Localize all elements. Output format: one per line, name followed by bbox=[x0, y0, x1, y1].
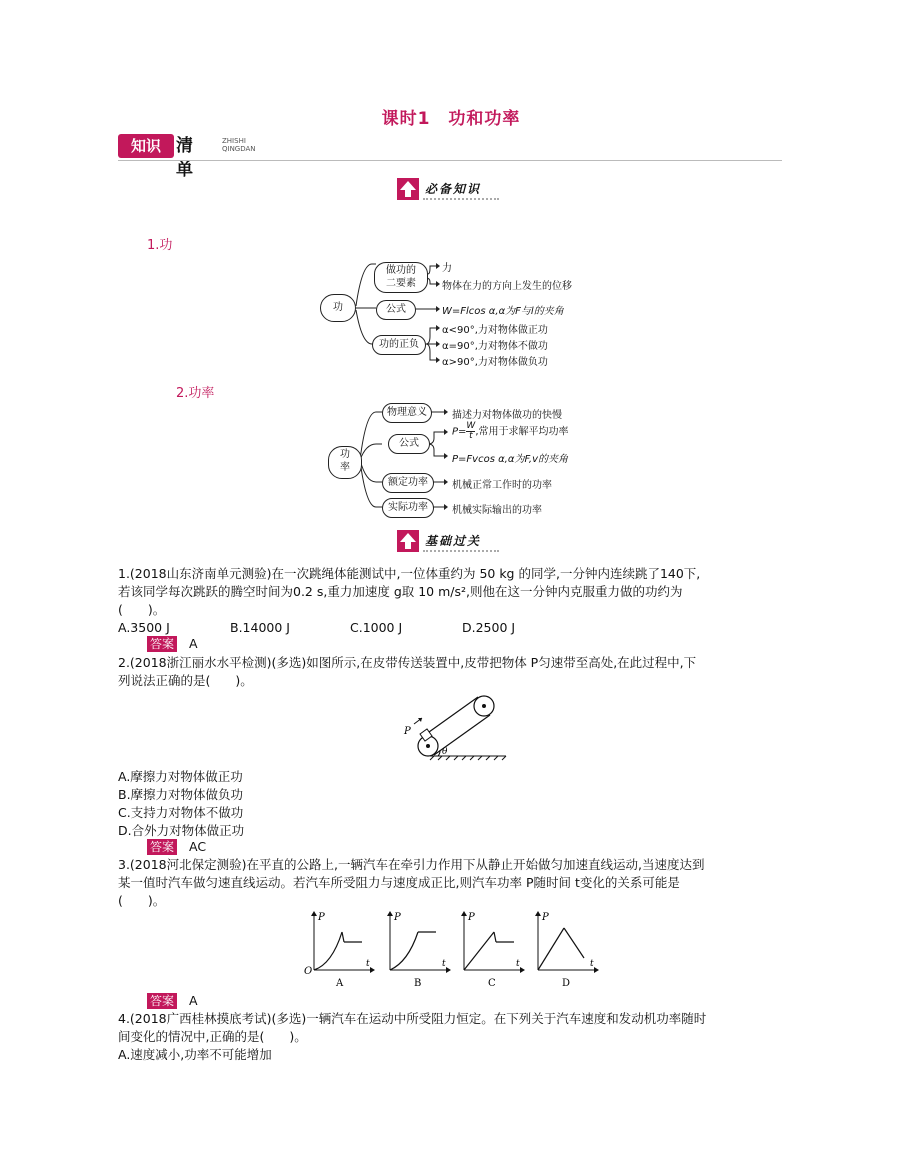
power-leaf-average bbox=[452, 422, 569, 441]
power-branch-meaning: 物理意义 bbox=[382, 403, 432, 423]
q3-line2: 某一值时汽车做匀速直线运动。若汽车所受阻力与速度成正比,则汽车功率 P随时间 t变化的关系可能是 bbox=[118, 875, 680, 890]
q1-line3: ( )。 bbox=[118, 602, 166, 617]
work-branch-elements-line2: 二要素 bbox=[386, 278, 416, 289]
q1-answer bbox=[147, 635, 198, 652]
power-leaf-actual: 机械实际输出的功率 bbox=[452, 505, 542, 516]
q1-options bbox=[118, 619, 788, 637]
banner-word: 清单 bbox=[176, 136, 193, 180]
question-2 bbox=[118, 654, 788, 690]
pt-graphs bbox=[298, 906, 610, 992]
q3-answer-value: A bbox=[189, 993, 198, 1008]
q1-option-b: B.14000 J bbox=[230, 620, 290, 635]
q1-line1: 1.(2018山东济南单元测验)在一次跳绳体能测试中,一位体重约为 50 kg 的同学,一分钟内连续跳了140下, bbox=[118, 566, 701, 581]
power-fraction-num: W bbox=[466, 421, 476, 431]
graph-label-c: C bbox=[488, 978, 496, 989]
work-leaf-displacement: 物体在力的方向上发生的位移 bbox=[442, 281, 572, 292]
power-root-node bbox=[328, 446, 362, 479]
fig-label-theta: θ bbox=[442, 747, 448, 757]
banner-divider bbox=[118, 160, 782, 161]
conveyor-diagram bbox=[396, 686, 510, 766]
work-leaf-positive: α<90°,力对物体做正功 bbox=[442, 325, 548, 336]
q2-options bbox=[118, 768, 788, 840]
q2-line2: 列说法正确的是( )。 bbox=[118, 673, 253, 688]
graph-label-b: B bbox=[414, 978, 422, 989]
conveyor-figure bbox=[396, 686, 510, 766]
axis-p: P bbox=[468, 912, 475, 923]
section-dots bbox=[423, 550, 499, 552]
graph-b bbox=[387, 911, 451, 989]
power-fraction bbox=[466, 422, 475, 441]
power-leaf-instant: P=Fvcos α,α为F,v的夹角 bbox=[452, 454, 569, 465]
work-branch-sign: 功的正负 bbox=[372, 335, 426, 355]
work-branch-elements bbox=[374, 262, 428, 293]
graph-c bbox=[461, 911, 525, 989]
work-branch-formula: 公式 bbox=[376, 300, 416, 320]
up-arrow-icon bbox=[397, 530, 419, 552]
work-label: 1.功 bbox=[147, 238, 173, 253]
graph-d bbox=[535, 911, 599, 989]
q1-option-a: A.3500 J bbox=[118, 620, 170, 635]
work-root-node: 功 bbox=[320, 294, 356, 322]
page-title: 课时1 功和功率 bbox=[381, 109, 521, 129]
fig-label-p: P bbox=[404, 726, 411, 737]
q4-line2: 间变化的情况中,正确的是( )。 bbox=[118, 1029, 307, 1044]
power-branch-rated: 额定功率 bbox=[382, 473, 434, 493]
axis-t: t bbox=[366, 959, 370, 969]
q1-option-c: C.1000 J bbox=[350, 620, 403, 635]
axis-p: P bbox=[394, 912, 401, 923]
q3-line3: ( )。 bbox=[118, 893, 166, 908]
answer-badge: 答案 bbox=[147, 636, 177, 652]
work-mind-map bbox=[318, 256, 608, 372]
q4-option-a: A.速度减小,功率不可能增加 bbox=[118, 1047, 272, 1062]
up-arrow-icon bbox=[397, 178, 419, 200]
section-dots bbox=[423, 198, 499, 200]
answer-badge: 答案 bbox=[147, 993, 177, 1009]
axis-t: t bbox=[442, 959, 446, 969]
q3-line1: 3.(2018河北保定测验)在平直的公路上,一辆汽车在牵引力作用下从静止开始做匀加速直线运动,当速度达到 bbox=[118, 857, 705, 872]
question-1 bbox=[118, 565, 788, 637]
q2-option-a: A.摩擦力对物体做正功 bbox=[118, 769, 243, 784]
q4-line1: 4.(2018广西桂林摸底考试)(多选)一辆汽车在运动中所受阻力恒定。在下列关于汽车速度和发动机功率随时 bbox=[118, 1011, 707, 1026]
q2-answer-value: AC bbox=[189, 839, 207, 854]
power-branch-actual: 实际功率 bbox=[382, 498, 434, 518]
work-leaf-zero: α=90°,力对物体不做功 bbox=[442, 341, 548, 352]
q1-answer-value: A bbox=[189, 636, 198, 651]
axis-p: P bbox=[318, 912, 325, 923]
work-branch-elements-line1: 做功的 bbox=[386, 265, 416, 276]
section-knowledge-header bbox=[397, 178, 507, 204]
section-practice-label: 基础过关 bbox=[425, 534, 482, 548]
power-leaf-average-prefix: P= bbox=[452, 426, 467, 438]
power-mind-map bbox=[326, 400, 596, 520]
pt-graphs-svg bbox=[298, 906, 610, 992]
question-3 bbox=[118, 856, 788, 910]
graph-label-a: A bbox=[336, 978, 344, 989]
q1-line2: 若该同学每次跳跃的腾空时间为0.2 s,重力加速度 g取 10 m/s²,则他在这一分钟内克服重力做的功约为 bbox=[118, 584, 683, 599]
power-leaf-average-suffix: ,常用于求解平均功率 bbox=[475, 426, 569, 438]
q1-option-d: D.2500 J bbox=[462, 620, 516, 635]
power-root-line2: 率 bbox=[340, 462, 350, 473]
q3-answer bbox=[147, 992, 198, 1009]
power-root-line1: 功 bbox=[340, 449, 350, 460]
q2-answer bbox=[147, 838, 206, 855]
question-4 bbox=[118, 1010, 788, 1064]
axis-t: t bbox=[516, 959, 520, 969]
power-branch-formula: 公式 bbox=[388, 434, 430, 454]
graph-a bbox=[304, 911, 375, 989]
work-leaf-force: 力 bbox=[442, 263, 452, 274]
power-label: 2.功率 bbox=[176, 386, 215, 401]
origin: O bbox=[304, 966, 313, 977]
q2-option-c: C.支持力对物体不做功 bbox=[118, 805, 244, 820]
work-leaf-formula: W=Flcos α,α为F与l的夹角 bbox=[442, 306, 564, 317]
work-leaf-negative: α>90°,力对物体做负功 bbox=[442, 357, 548, 368]
q2-option-d: D.合外力对物体做正功 bbox=[118, 823, 245, 838]
banner-box: 知识 bbox=[118, 134, 174, 158]
axis-t: t bbox=[590, 959, 594, 969]
power-leaf-rated: 机械正常工作时的功率 bbox=[452, 480, 552, 491]
section-knowledge-label: 必备知识 bbox=[425, 182, 482, 196]
banner-sub: ZHISHI QINGDAN bbox=[222, 137, 256, 153]
q2-option-b: B.摩擦力对物体做负功 bbox=[118, 787, 244, 802]
axis-p: P bbox=[542, 912, 549, 923]
power-leaf-meaning: 描述力对物体做功的快慢 bbox=[452, 410, 562, 421]
power-fraction-den: t bbox=[469, 431, 473, 441]
answer-badge: 答案 bbox=[147, 839, 177, 855]
q2-line1: 2.(2018浙江丽水水平检测)(多选)如图所示,在皮带传送装置中,皮带把物体 P匀速带至高处,在此过程中,下 bbox=[118, 655, 697, 670]
section-practice-header bbox=[397, 530, 507, 556]
graph-label-d: D bbox=[562, 978, 571, 989]
